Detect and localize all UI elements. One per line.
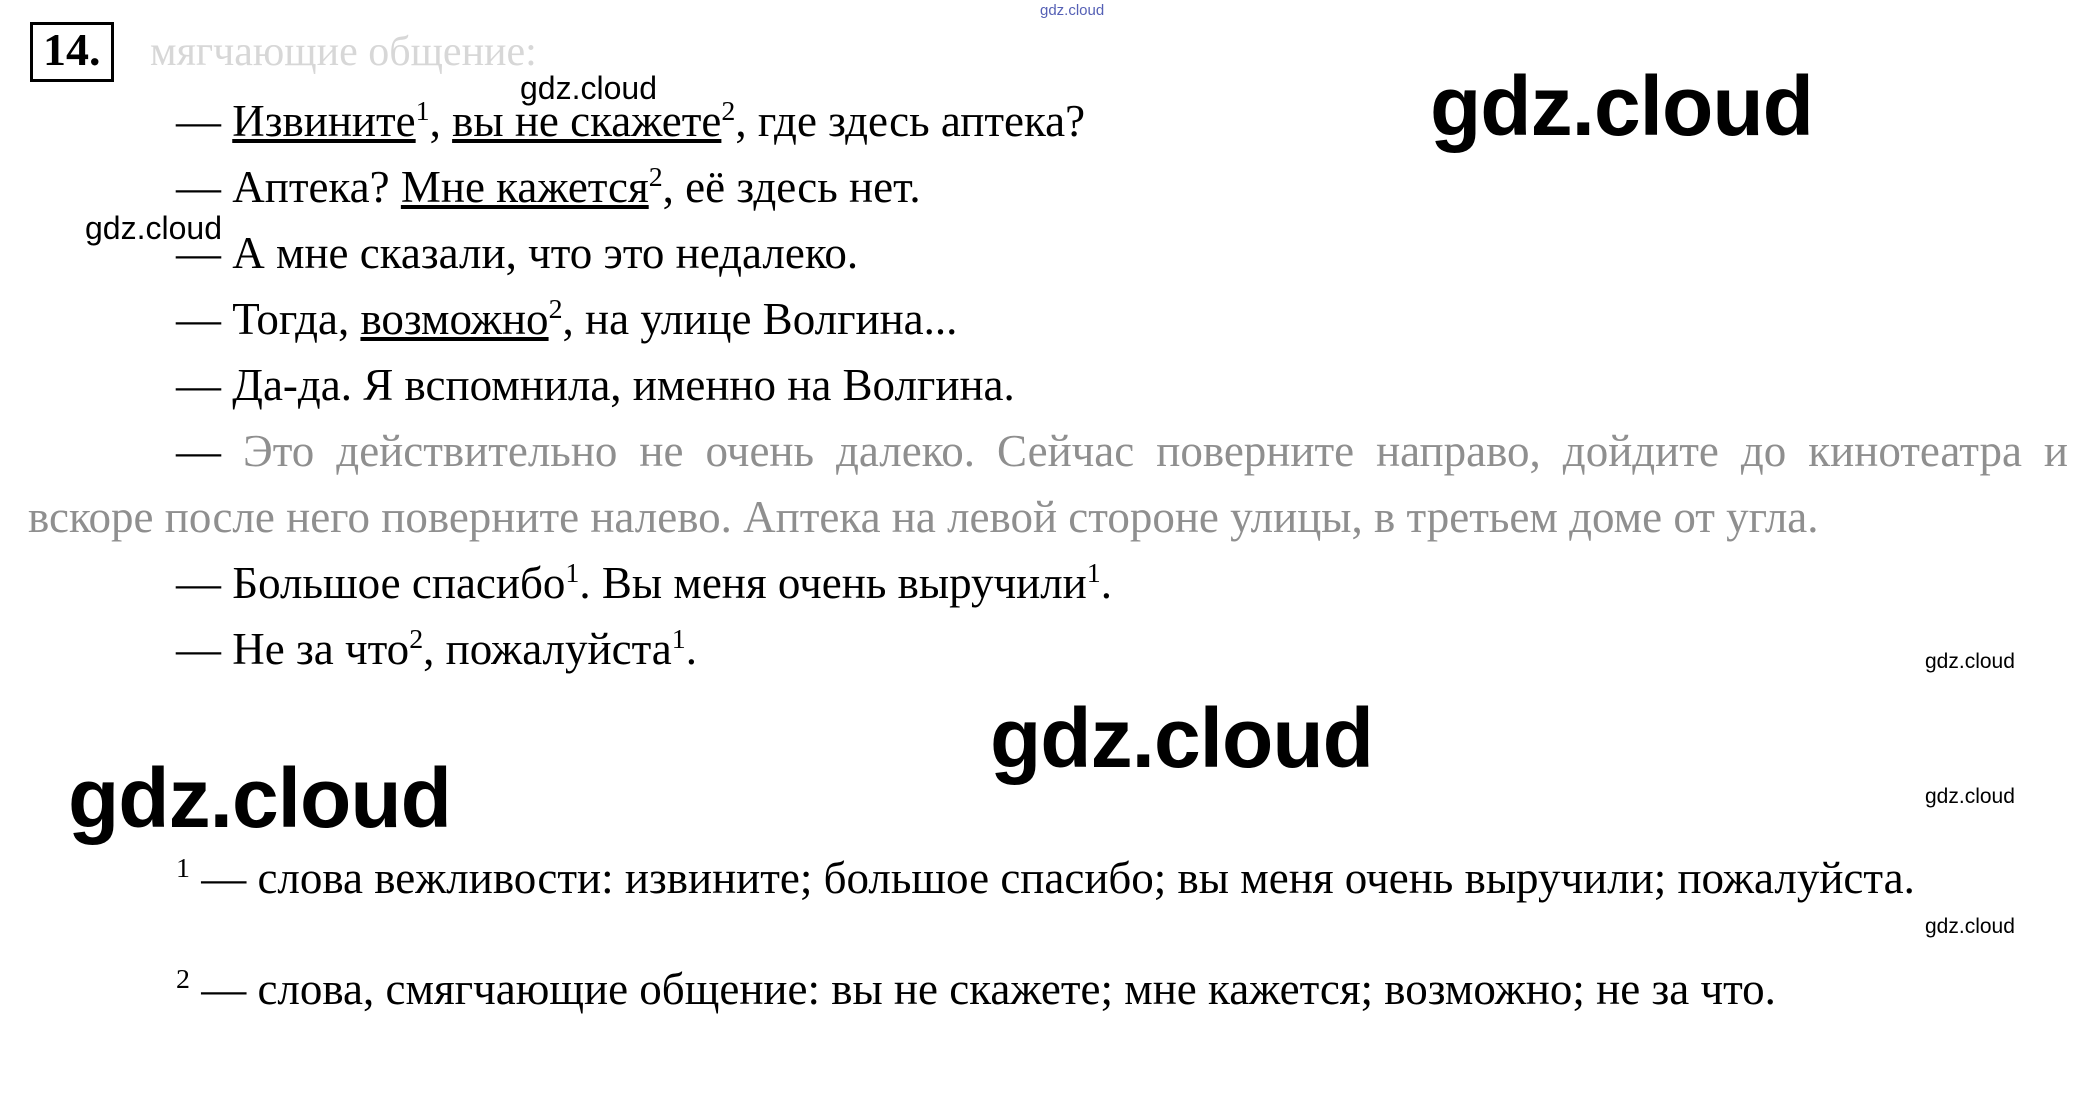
footnote-text: — слова, смягчающие общение: вы не скажете; мне кажется; возможно; не за что. — [189, 964, 1776, 1014]
watermark-logo: gdz.cloud — [1925, 650, 2015, 673]
text-run: . Вы меня очень выручили — [579, 558, 1087, 608]
faint-background-heading: мягчающие общение: — [150, 29, 537, 75]
text-run: — Не за что — [176, 624, 410, 674]
text-run: — Да-да. Я вспомнила, именно на Волгина. — [176, 360, 1015, 410]
text-run: , где здесь аптека? — [735, 96, 1086, 146]
footnote-marker: 1 — [415, 96, 430, 127]
watermark-logo: gdz.cloud — [85, 210, 222, 246]
watermark-logo: gdz.cloud — [1925, 785, 2015, 808]
footnote-marker: 1 — [1086, 558, 1101, 589]
dialogue-line-6 — [28, 418, 2068, 550]
text-run: , на улице Волгина... — [562, 294, 958, 344]
footnote-marker: 2 — [721, 96, 736, 127]
footnote-marker: 1 — [176, 853, 190, 884]
watermark-logo: gdz.cloud — [68, 751, 451, 845]
dialogue-line-3 — [28, 220, 2068, 286]
footnote-1 — [28, 845, 2068, 911]
text-run: — Большое спасибо — [176, 558, 566, 608]
watermark-logo: gdz.cloud — [1040, 2, 1105, 19]
underlined-phrase: Мне кажется — [400, 162, 649, 212]
footnote-2 — [28, 956, 2068, 1022]
watermark-logo: gdz.cloud — [990, 691, 1373, 785]
text-run: , — [429, 96, 453, 146]
dialogue-line-8 — [28, 616, 2068, 682]
dialogue-block — [28, 88, 2068, 682]
footnote-text: — слова вежливости: извините; большое спасибо; вы меня очень выручили; пожалуйста. — [189, 853, 1915, 903]
dialogue-line-7 — [28, 550, 2068, 616]
underlined-phrase: Извините — [232, 96, 416, 146]
footnote-marker: 2 — [648, 162, 663, 193]
watermark-logo: gdz.cloud — [1430, 59, 1813, 153]
underlined-phrase: возможно — [360, 294, 549, 344]
text-run: — — [176, 96, 233, 146]
text-run: — Тогда, — [176, 294, 361, 344]
text-run: . — [1100, 558, 1112, 608]
dialogue-line-4 — [28, 286, 2068, 352]
underlined-phrase: вы не скажете — [452, 96, 722, 146]
dialogue-line-1 — [28, 88, 2068, 154]
dialogue-line-5 — [28, 352, 2068, 418]
watermark-logo: gdz.cloud — [520, 70, 657, 106]
text-run: , пожалуйста — [423, 624, 672, 674]
faded-text: Это действительно не очень далеко. Сейчас поверните направо, дойдите до кинотеатра и вскоре после него поверните налево. Аптека на левой стороне улицы, в третьем доме от угла. — [28, 426, 2068, 542]
footnote-marker: 1 — [671, 624, 686, 655]
text-run: — А мне сказали, что это недалеко. — [176, 228, 859, 278]
text-run: . — [685, 624, 697, 674]
footnote-marker: 2 — [548, 294, 563, 325]
footnote-marker: 2 — [409, 624, 424, 655]
dialogue-line-2 — [28, 154, 2068, 220]
text-run: — Аптека? — [176, 162, 401, 212]
footnotes-block — [28, 800, 2068, 1067]
text-run: , её здесь нет. — [662, 162, 921, 212]
exercise-number: 14. — [30, 22, 114, 82]
footnote-marker: 1 — [565, 558, 580, 589]
watermark-logo: gdz.cloud — [1925, 915, 2015, 938]
text-run: — — [176, 426, 244, 476]
footnote-marker: 2 — [176, 964, 190, 995]
